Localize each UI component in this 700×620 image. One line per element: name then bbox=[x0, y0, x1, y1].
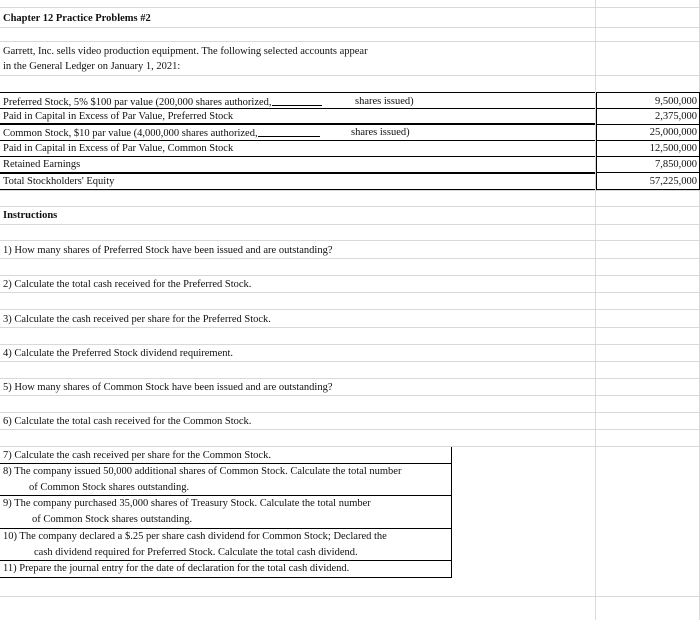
account-suffix: shares issued) bbox=[355, 96, 414, 107]
question-4: 4) Calculate the Preferred Stock dividend requirement. bbox=[3, 348, 234, 359]
question-rule bbox=[0, 463, 451, 464]
accounts-bottom-rule bbox=[0, 189, 595, 190]
accounts-row-rule bbox=[0, 172, 595, 174]
account-label: Common Stock, $10 par value (4,000,000 shares authorized, bbox=[3, 128, 258, 139]
question-8: 8) The company issued 50,000 additional shares of Common Stock. Calculate the total number bbox=[3, 466, 402, 477]
question-8-continued: of Common Stock shares outstanding. bbox=[29, 482, 190, 493]
accounts-row-rule bbox=[0, 156, 595, 157]
account-label: Paid in Capital in Excess of Par Value, Common Stock bbox=[3, 143, 234, 154]
question-10: 10) The company declared a $.25 per share cash dividend for Common Stock; Declared the bbox=[3, 531, 387, 542]
account-suffix: shares issued) bbox=[351, 127, 410, 138]
amount-row-rule bbox=[596, 156, 699, 157]
accounts-top-rule bbox=[0, 92, 595, 93]
accounts-row-rule bbox=[0, 123, 595, 125]
question-rule bbox=[0, 528, 451, 529]
intro-line-1: Garrett, Inc. sells video production equipment. The following selected accounts appear bbox=[3, 46, 368, 57]
amount-row-rule bbox=[596, 124, 699, 125]
question-rule bbox=[0, 560, 451, 561]
amount-row-rule bbox=[596, 108, 699, 109]
page-title: Chapter 12 Practice Problems #2 bbox=[3, 13, 151, 24]
account-label: Preferred Stock, 5% $100 par value (200,000 shares authorized, bbox=[3, 97, 272, 108]
shares-issued-blank bbox=[258, 126, 320, 137]
question-3: 3) Calculate the cash received per share for the Preferred Stock. bbox=[3, 314, 271, 325]
question-9: 9) The company purchased 35,000 shares of Treasury Stock. Calculate the total number bbox=[3, 498, 371, 509]
question-6: 6) Calculate the total cash received for the Common Stock. bbox=[3, 416, 252, 427]
account-amount: 25,000,000 bbox=[649, 127, 697, 138]
question-9-continued: of Common Stock shares outstanding. bbox=[32, 514, 193, 525]
instructions-heading: Instructions bbox=[3, 210, 58, 221]
accounts-row-rule bbox=[0, 140, 595, 141]
question-1: 1) How many shares of Preferred Stock have been issued and are outstanding? bbox=[3, 245, 333, 256]
account-label: Paid in Capital in Excess of Par Value, Preferred Stock bbox=[3, 111, 234, 122]
intro-line-2: in the General Ledger on January 1, 2021: bbox=[3, 61, 181, 72]
amount-row-rule bbox=[596, 140, 699, 141]
account-amount: 12,500,000 bbox=[649, 143, 697, 154]
question-rule bbox=[0, 495, 451, 496]
account-label: Retained Earnings bbox=[3, 159, 81, 170]
question-7: 7) Calculate the cash received per share for the Common Stock. bbox=[3, 450, 271, 461]
amount-row-rule bbox=[596, 172, 699, 173]
question-10-continued: cash dividend required for Preferred Stock. Calculate the total cash dividend. bbox=[34, 547, 358, 558]
account-amount: 2,375,000 bbox=[655, 111, 697, 122]
account-amount: 57,225,000 bbox=[649, 176, 697, 187]
question-2: 2) Calculate the total cash received for the Preferred Stock. bbox=[3, 279, 252, 290]
question-11: 11) Prepare the journal entry for the date of declaration for the total cash dividend. bbox=[3, 563, 350, 574]
shares-issued-blank bbox=[272, 95, 322, 106]
account-amount: 9,500,000 bbox=[655, 96, 697, 107]
account-label: Total Stockholders' Equity bbox=[3, 176, 115, 187]
account-amount: 7,850,000 bbox=[655, 159, 697, 170]
question-5: 5) How many shares of Common Stock have been issued and are outstanding? bbox=[3, 382, 333, 393]
